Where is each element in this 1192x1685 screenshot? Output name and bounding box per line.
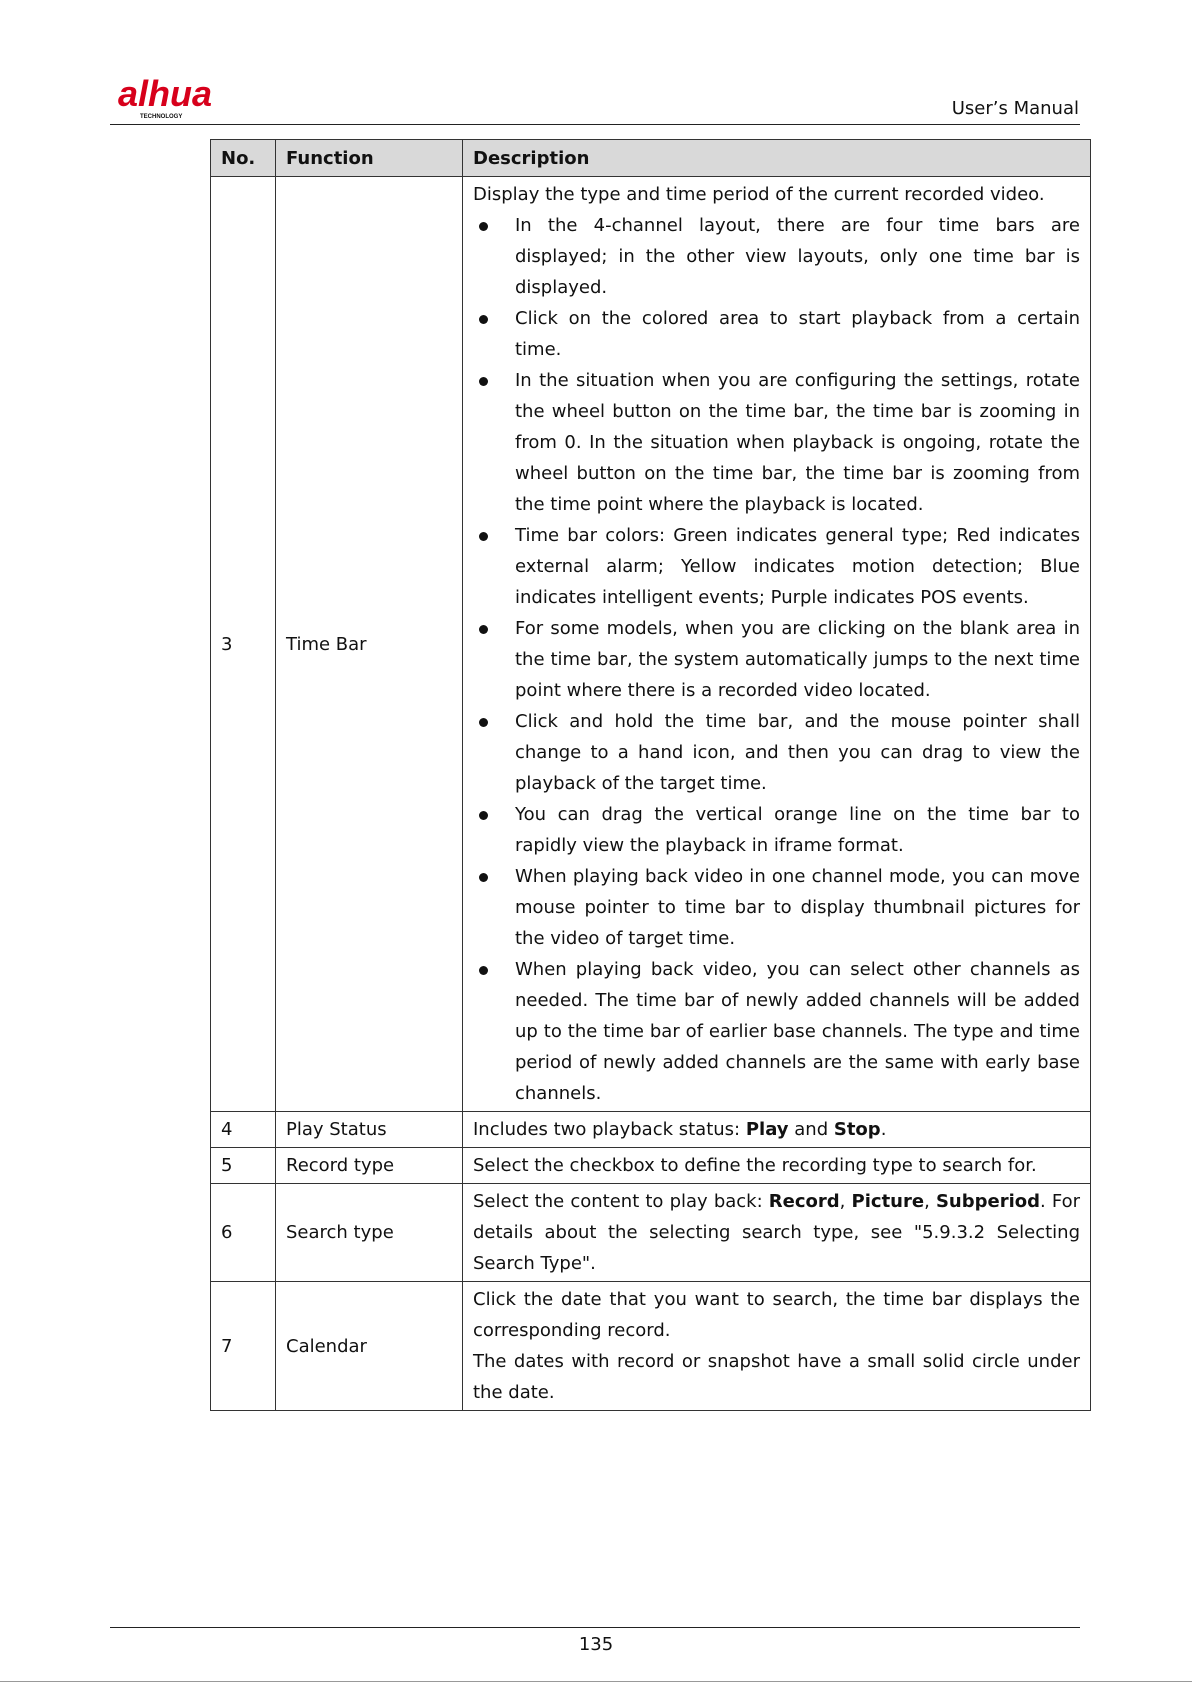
row-description: [463, 1184, 1091, 1282]
row-description: [463, 1282, 1091, 1411]
description-bold-term: Record: [768, 1191, 840, 1212]
column-header-description: Description: [463, 140, 1091, 177]
row-function: Time Bar: [276, 177, 463, 1112]
description-text: . For details about the selecting search type, see "5.9.3.2 Selecting Search Type".: [473, 1191, 1080, 1274]
bullet-item: [473, 954, 1080, 1109]
bullet-item: [473, 799, 1080, 861]
dahua-logo: [118, 74, 258, 130]
description-text: ,: [924, 1191, 936, 1212]
column-header-no: No.: [211, 140, 276, 177]
description-bold-term: Play: [745, 1119, 789, 1140]
table-row: [211, 1148, 1091, 1184]
table-row: [211, 1184, 1091, 1282]
bullet-dot-icon: [479, 315, 488, 324]
bullet-dot-icon: [479, 811, 488, 820]
table-row: [211, 1112, 1091, 1148]
bullet-text: For some models, when you are clicking on the blank area in the time bar, the system automatically jumps to the next time point where there is a recorded video located.: [515, 618, 1080, 701]
table-header-row: [211, 140, 1091, 177]
footer-divider: [110, 1627, 1080, 1628]
description-text: and: [788, 1119, 834, 1140]
bullet-dot-icon: [479, 966, 488, 975]
bullet-dot-icon: [479, 222, 488, 231]
bullet-item: [473, 613, 1080, 706]
logo-graphic: [118, 74, 258, 130]
description-line: The dates with record or snapshot have a small solid circle under the date.: [473, 1351, 1080, 1403]
bullet-dot-icon: [479, 718, 488, 727]
description-bold-term: Picture: [851, 1191, 925, 1212]
bullet-item: [473, 210, 1080, 303]
table-row: [211, 177, 1091, 1112]
logo-wordmark: alhua: [118, 74, 213, 114]
bullet-dot-icon: [479, 873, 488, 882]
page-bottom-edge: [0, 1681, 1192, 1682]
description-bold-term: Subperiod: [935, 1191, 1040, 1212]
column-header-function: Function: [276, 140, 463, 177]
function-table: [210, 139, 1091, 1411]
table-row: [211, 1282, 1091, 1411]
row-function: Search type: [276, 1184, 463, 1282]
bullet-text: Time bar colors: Green indicates general type; Red indicates external alarm; Yellow indicates motion detection; Blue indicates intelligent events; Purple indicates POS events.: [515, 525, 1080, 608]
row-function: Play Status: [276, 1112, 463, 1148]
bullet-text: You can drag the vertical orange line on the time bar to rapidly view the playback in iframe format.: [515, 804, 1080, 856]
description-line: Click the date that you want to search, the time bar displays the corresponding record.: [473, 1289, 1080, 1341]
bullet-item: [473, 706, 1080, 799]
bullet-dot-icon: [479, 377, 488, 386]
description-bullet-list: [473, 210, 1080, 1109]
bullet-dot-icon: [479, 532, 488, 541]
description-text: Includes two playback status:: [473, 1119, 746, 1140]
bullet-text: Click and hold the time bar, and the mouse pointer shall change to a hand icon, and then you can drag to view the playback of the target time.: [515, 711, 1080, 794]
row-function: Calendar: [276, 1282, 463, 1411]
logo-subtext: TECHNOLOGY: [140, 114, 183, 120]
bullet-item: [473, 365, 1080, 520]
row-description: [463, 1112, 1091, 1148]
bullet-text: In the situation when you are configuring the settings, rotate the wheel button on the time bar, the time bar is zooming in from 0. In the situation when playback is ongoing, rotate the wheel button on the time bar, the time bar is zooming from the time point where the playback is located.: [515, 370, 1080, 515]
bullet-item: [473, 520, 1080, 613]
description-text: ,: [839, 1191, 852, 1212]
description-intro: Display the type and time period of the current recorded video.: [473, 184, 1045, 205]
bullet-text: When playing back video, you can select other channels as needed. The time bar of newly added channels will be added up to the time bar of earlier base channels. The type and time period of newly added channels are the same with early base channels.: [515, 959, 1080, 1104]
description-text: .: [880, 1119, 887, 1140]
row-description: Select the checkbox to define the recording type to search for.: [463, 1148, 1091, 1184]
description-bold-term: Stop: [833, 1119, 881, 1140]
row-function: Record type: [276, 1148, 463, 1184]
row-number: 7: [211, 1282, 276, 1411]
bullet-dot-icon: [479, 625, 488, 634]
bullet-text: Click on the colored area to start playback from a certain time.: [515, 308, 1080, 360]
description-text: Select the content to play back:: [473, 1191, 769, 1212]
row-number: 5: [211, 1148, 276, 1184]
row-number: 6: [211, 1184, 276, 1282]
row-number: 4: [211, 1112, 276, 1148]
page-number: 135: [578, 1634, 614, 1655]
bullet-item: [473, 861, 1080, 954]
bullet-text: When playing back video in one channel mode, you can move mouse pointer to time bar to display thumbnail pictures for the video of target time.: [515, 866, 1080, 949]
header-divider: [110, 124, 1080, 125]
manual-title: User’s Manual: [951, 98, 1079, 119]
bullet-item: [473, 303, 1080, 365]
row-number: 3: [211, 177, 276, 1112]
bullet-text: In the 4-channel layout, there are four time bars are displayed; in the other view layouts, only one time bar is displayed.: [515, 215, 1080, 298]
row-description: [463, 177, 1091, 1112]
